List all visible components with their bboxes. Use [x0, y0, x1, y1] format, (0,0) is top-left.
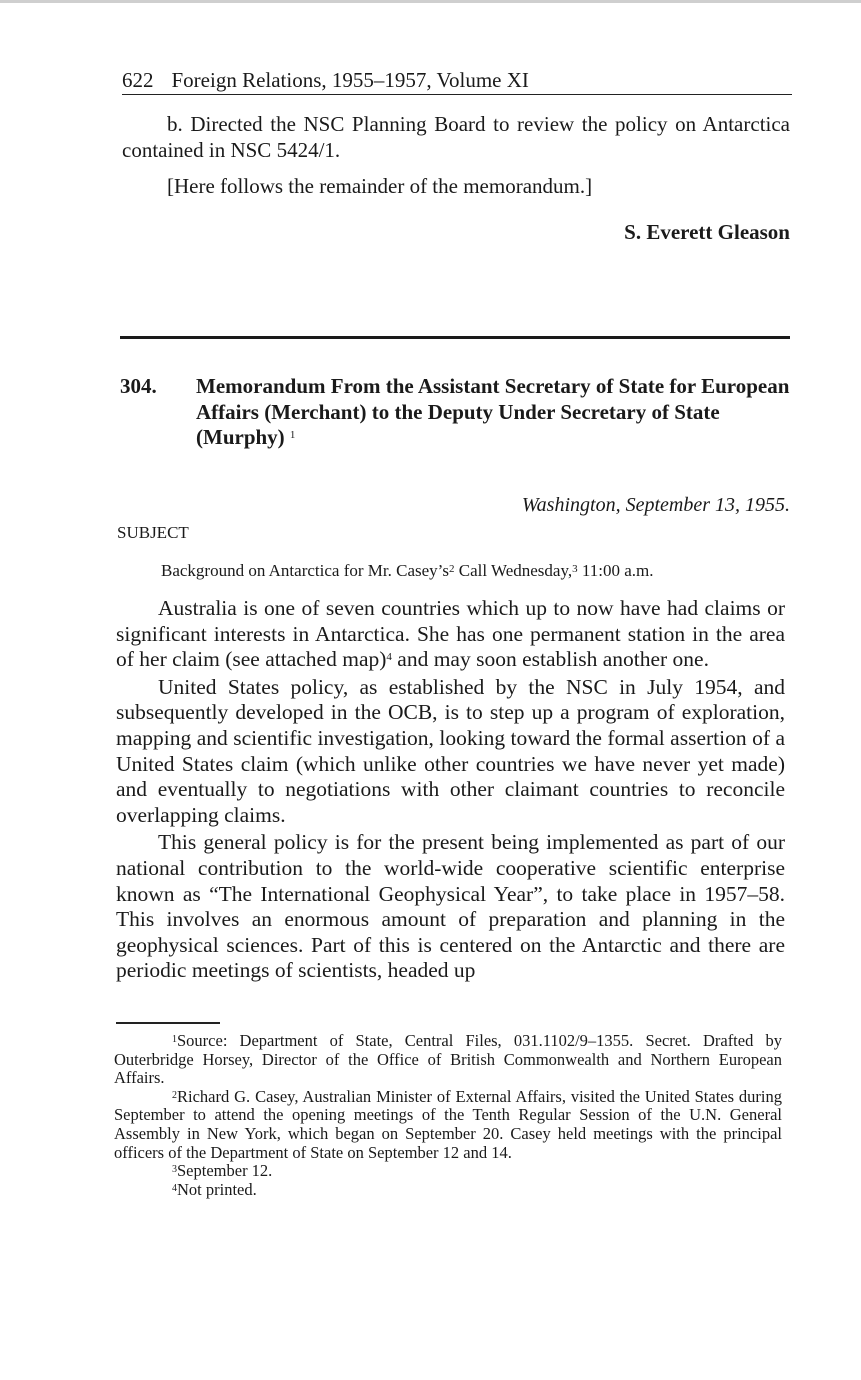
section-divider [120, 336, 790, 339]
page-number: 622 [122, 68, 154, 92]
document-number: 304. [120, 374, 157, 398]
memorandum-body [116, 596, 785, 986]
footnote-1-text: Source: Department of State, Central Files, 031.1102/9–1355. Secret. Drafted by Outerbridge Horsey, Director of the Office of British Commonwealth and Northern European Affairs. [114, 1031, 782, 1088]
footnote-marker-2: 2 [172, 1089, 177, 1101]
footnote-1 [114, 1032, 782, 1088]
subject-part-3: 11:00 a.m. [581, 561, 654, 580]
footnote-3-text: September 12. [177, 1161, 273, 1181]
dateline: Washington, September 13, 1955. [521, 494, 790, 516]
prior-item-b: b. Directed the NSC Planning Board to review the policy on Antarctica contained in NSC 5424/1. [122, 112, 790, 162]
footnotes [114, 1032, 782, 1199]
document-title-text: Memorandum From the Assistant Secretary of State for European Affairs (Merchant) to the Deputy Under Secretary of State (Murphy) [196, 374, 790, 449]
signature: S. Everett Gleason [624, 220, 790, 244]
footnote-ref-3: 3 [572, 563, 578, 575]
footnote-2-text: Richard G. Casey, Australian Minister of External Affairs, visited the United States during September to attend the opening meetings of the Tenth Regular Session of the U.N. General Assembly in New York, which began on September 20. Casey held meetings with the principal officers of the Department of State on September 12 and 14. [114, 1086, 782, 1162]
volume-title: Foreign Relations, 1955–1957, Volume XI [171, 68, 529, 92]
footnote-ref-4: 4 [386, 651, 392, 664]
footnote-4 [114, 1181, 782, 1200]
footnote-marker-3: 3 [172, 1164, 177, 1176]
subject-part-2: Call Wednesday, [458, 561, 573, 580]
subject-label: SUBJECT [117, 523, 189, 542]
paragraph-1-part-1: Australia is one of seven countries which up to now have had claims or significant interests in Antarctica. She has one permanent station in the area of her claim (see attached map) [116, 596, 785, 672]
footnote-ref-2: 2 [449, 563, 455, 575]
page-top-edge [0, 0, 861, 3]
paragraph-3: This general policy is for the present being implemented as part of our national contribution to the world-wide cooperative scientific enterprise known as “The International Geophysical Year”, to take place in 1957–58. This involves an enormous amount of preparation and planning in the geophysical sciences. Part of this is centered on the Antarctic and there are periodic meetings of scientists, headed up [116, 830, 785, 983]
footnote-rule [116, 1022, 220, 1024]
paragraph-1 [116, 596, 785, 673]
footnote-ref-1: 1 [289, 429, 296, 441]
paragraph-2: United States policy, as established by the NSC in July 1954, and subsequently developed in the OCB, is to step up a program of exploration, mapping and scientific investigation, looking toward the formal assertion of a United States claim (which unlike other countries we have never yet made) and eventually to negotiations with other claimant countries to reconcile overlapping claims. [116, 674, 785, 827]
footnote-marker-4: 4 [172, 1182, 177, 1194]
editorial-note: [Here follows the remainder of the memorandum.] [167, 174, 593, 198]
subject-part-1: Background on Antarctica for Mr. Casey’s [161, 561, 449, 580]
document-title [196, 374, 796, 451]
running-head [122, 66, 792, 95]
footnote-3 [114, 1162, 782, 1181]
footnote-marker-1: 1 [172, 1034, 177, 1045]
footnote-2 [114, 1088, 782, 1162]
paragraph-1-part-2: and may soon establish another one. [397, 647, 709, 672]
subject-line [161, 560, 801, 582]
footnote-4-text: Not printed. [177, 1179, 257, 1199]
